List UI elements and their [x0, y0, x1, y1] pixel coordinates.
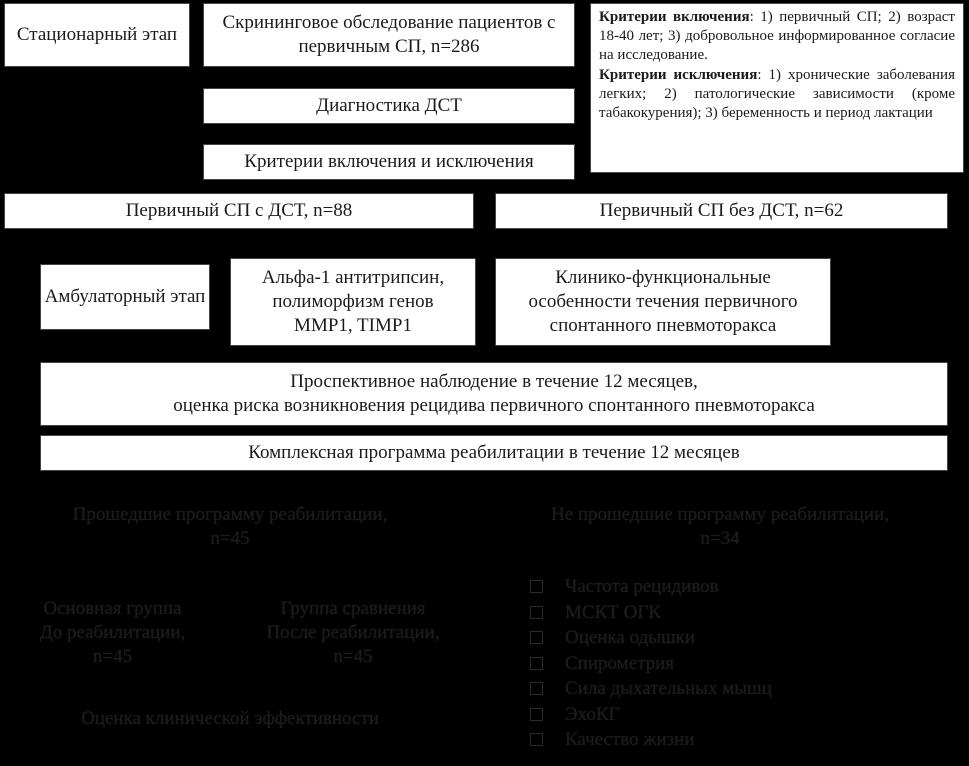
group-dst-box — [4, 193, 474, 229]
criteria-box — [590, 3, 964, 173]
stage-outpatient-label: Амбулаторный этап — [44, 286, 206, 308]
diagnostics-box — [203, 88, 575, 124]
group-dst-label: Первичный СП с ДСТ, n=88 — [125, 200, 353, 222]
inclusion-label: Критерии включения — [599, 9, 750, 25]
stage-inpatient-label: Стационарный этап — [16, 24, 178, 46]
exclusion-text: : 1) хронические заболевания легких; 2) патологические зависимости (кроме табакокурения); 3) беременность и период лактации — [599, 66, 955, 121]
clinical-box — [495, 258, 831, 346]
list-item: Качество жизни — [530, 727, 772, 753]
efficacy-label: Оценка клинической эффективности — [81, 708, 379, 729]
rehab-program-label: Комплексная программа реабилитации в течение 12 месяцев — [248, 442, 740, 464]
alpha1-label: Альфа-1 антитрипсин, полиморфизм генов MMP1, TIMP1 — [261, 267, 445, 336]
screening-box — [203, 3, 575, 67]
criteria-title-box — [203, 144, 575, 180]
prospective-line-2: оценка риска возникновения рецидива первичного спонтанного пневмоторакса — [173, 395, 815, 416]
criteria-title-label: Критерии включения и исключения — [244, 151, 534, 173]
passed-group-label — [20, 503, 440, 551]
stage-inpatient-box — [4, 3, 190, 67]
diagnostics-label: Диагностика ДСТ — [316, 95, 462, 117]
comparison-group-n: n=45 — [333, 645, 373, 667]
main-group-n: n=45 — [92, 645, 133, 667]
checkbox-icon — [530, 580, 543, 593]
outcome-checklist — [530, 574, 772, 753]
exclusion-label: Критерии исключения — [599, 66, 758, 83]
stage-outpatient-box — [40, 264, 210, 330]
prospective-box — [40, 362, 948, 426]
checkbox-icon — [530, 631, 543, 644]
main-group-label — [10, 597, 215, 668]
inclusion-text: : 1) первичный СП; 2) возраст 18-40 лет; 3) добровольное информированное согласие на исследование. — [599, 9, 955, 64]
alpha1-box — [230, 258, 476, 346]
passed-n: n=45 — [210, 527, 250, 549]
main-group-line-1: Основная группа — [43, 598, 182, 619]
comparison-group-line-2: После реабилитации, — [266, 621, 440, 643]
passed-label: Прошедшие программу реабилитации, — [72, 504, 388, 525]
not-passed-n: n=34 — [700, 527, 740, 549]
checkbox-icon — [530, 733, 543, 746]
checkbox-icon — [530, 708, 543, 721]
comparison-group-line-1: Группа сравнения — [280, 598, 426, 619]
checkbox-icon — [530, 657, 543, 670]
prospective-line-1: Проспективное наблюдение в течение 12 месяцев, — [290, 371, 698, 393]
comparison-group-label — [238, 597, 468, 668]
main-group-line-2: До реабилитации, — [39, 621, 186, 643]
clinical-label: Клинико-функциональные особенности течения первичного спонтанного пневмоторакса — [528, 267, 798, 336]
list-item: МСКТ ОГК — [530, 600, 772, 626]
checkbox-icon — [530, 606, 543, 619]
group-no-dst-box — [495, 193, 948, 229]
list-item: Частота рецидивов — [530, 574, 772, 600]
screening-label: Скрининговое обследование пациентов с первичным СП, n=286 — [222, 12, 556, 57]
list-item: Спирометрия — [530, 651, 772, 677]
list-item: Оценка одышки — [530, 625, 772, 651]
list-item: ЭхоКГ — [530, 702, 772, 728]
checkbox-icon — [530, 682, 543, 695]
group-no-dst-label: Первичный СП без ДСТ, n=62 — [599, 200, 844, 222]
not-passed-label: Не прошедшие программу реабилитации, — [550, 504, 890, 525]
rehab-program-box — [40, 435, 948, 471]
list-item: Сила дыхательных мышц — [530, 676, 772, 702]
not-passed-group-label — [500, 503, 940, 551]
